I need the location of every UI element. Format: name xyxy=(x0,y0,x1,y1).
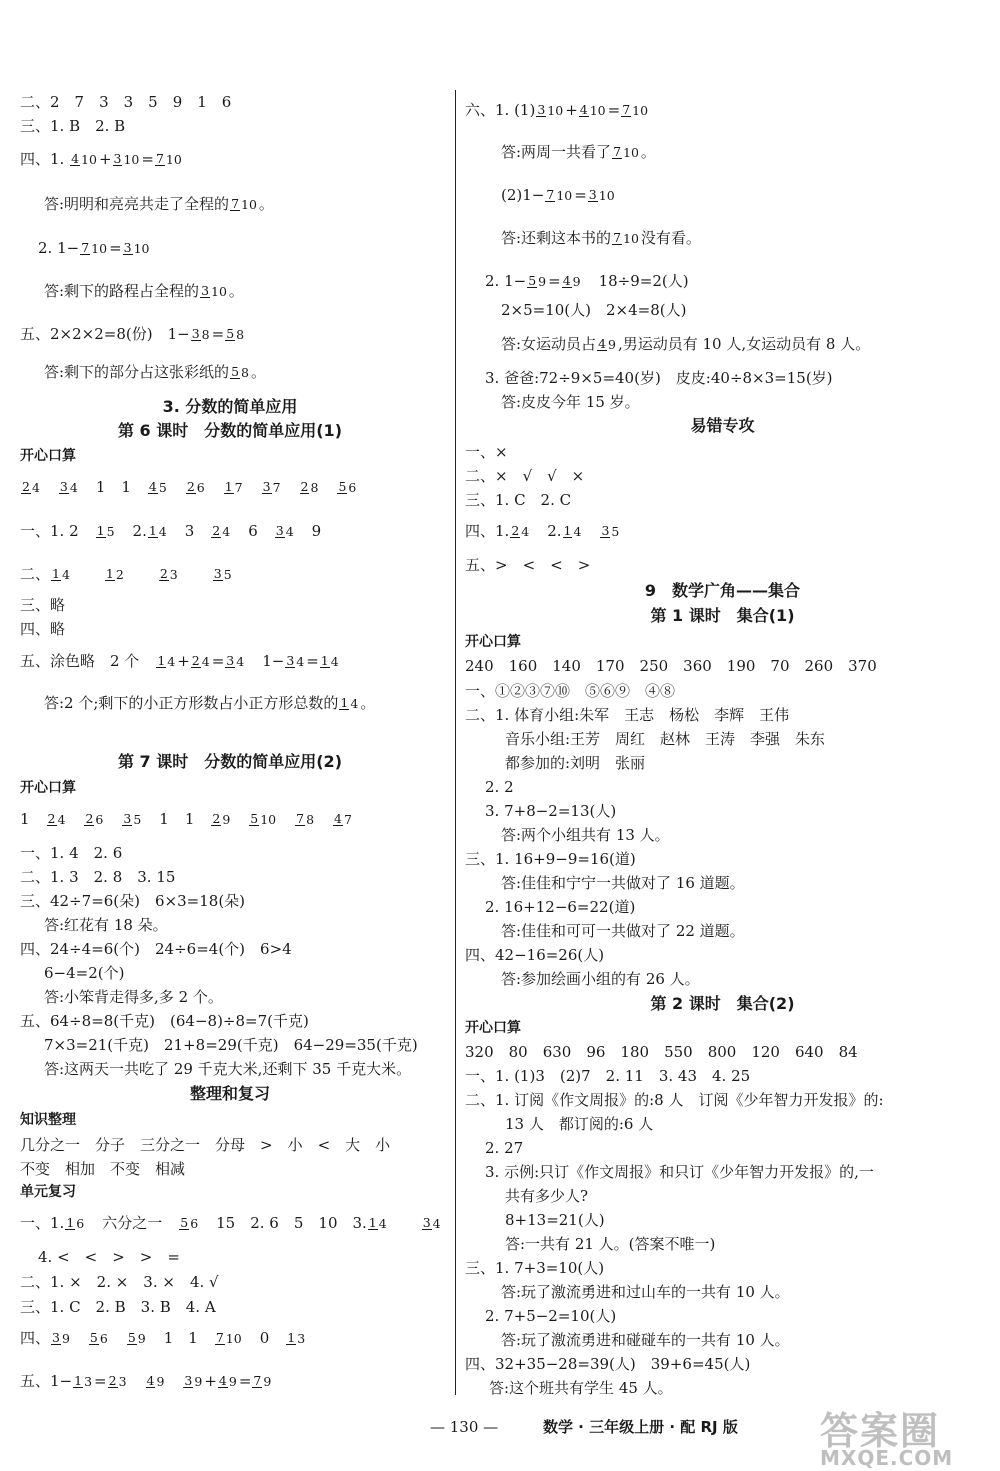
fraction: 1 3 xyxy=(287,1330,306,1346)
fraction: 1 4 xyxy=(52,566,70,582)
fraction: 3 10 xyxy=(588,187,615,203)
answer-line: 一、1. 1 6 六分之一 5 6 15 2. 6 5 10 3. 1 4 3 4 xyxy=(20,1214,441,1232)
answer-line: 答:这个班共有学生 45 人。 xyxy=(489,1379,673,1397)
fraction: 1 4 xyxy=(563,523,582,539)
answer-line: 答:参加绘画小组的有 26 人。 xyxy=(501,970,700,988)
fraction: 1 4 xyxy=(368,1215,387,1231)
fraction: 3 5 xyxy=(213,566,232,582)
subsection-label: 开心口算 xyxy=(465,1020,521,1036)
fraction: 4 10 xyxy=(71,151,97,167)
fraction: 4 9 xyxy=(146,1373,165,1389)
answer-line: 三、1. 7+3=10(人) xyxy=(465,1259,605,1277)
answer-line: 3. 示例:只订《作文周报》和只订《少年智力开发报》的,一 xyxy=(485,1163,874,1181)
fraction: 2 3 xyxy=(108,1373,127,1389)
book-title: 数学 · 三年级上册 · 配 RJ 版 xyxy=(542,1418,738,1436)
fraction: 3 10 xyxy=(123,240,150,256)
fraction: 5 6 xyxy=(180,1215,199,1231)
fraction: 4 10 xyxy=(579,102,606,118)
answer-line: 答:小笨背走得多,多 2 个。 xyxy=(44,988,223,1006)
answer-line: 二、× √ √ × xyxy=(465,467,585,485)
answer-line: 二、 1 4 1 2 2 3 3 5 xyxy=(20,565,232,583)
fraction: 3 8 xyxy=(191,326,210,342)
answer-line: 六、1. (1) 3 10 + 4 10 = 7 10 xyxy=(465,101,649,119)
answer-line: 五、涂色略 2 个 1 4 + 2 4 = 3 4 1− 3 4 = 1 4 xyxy=(20,652,339,670)
fraction: 7 10 xyxy=(215,1330,242,1346)
answer-line: 答:女运动员占 4 9 ,男运动员有 10 人,女运动员有 8 人。 xyxy=(501,335,871,353)
fraction: 4 9 xyxy=(598,336,616,352)
answer-line: 几分之一 分子 三分之一 分母 > 小 < 大 小 xyxy=(20,1136,391,1154)
fraction: 3 9 xyxy=(184,1373,203,1389)
fraction: 7 9 xyxy=(253,1373,272,1389)
answer-line: 四、24÷4=6(个) 24÷6=4(个) 6>4 xyxy=(20,940,292,958)
section-heading: 易错专攻 xyxy=(690,416,755,435)
answer-line: 三、略 xyxy=(20,596,66,614)
answer-line: 2. 1− 5 9 = 4 9 18÷9=2(人) xyxy=(485,272,689,290)
fraction: 1 6 xyxy=(66,1215,85,1231)
fraction: 2 8 xyxy=(300,479,319,495)
answer-line: 7×3=21(千克) 21+8=29(千克) 64−29=35(千克) xyxy=(44,1036,418,1054)
fraction: 3 4 xyxy=(275,523,294,539)
number: 1 xyxy=(20,810,30,828)
answer-line: 三、1. 16+9−9=16(道) xyxy=(465,850,636,868)
page-footer xyxy=(430,1416,738,1437)
fraction: 5 10 xyxy=(250,811,277,827)
fraction: 3 4 xyxy=(59,479,78,495)
fraction: 1 2 xyxy=(105,566,124,582)
fraction: 2 4 xyxy=(47,811,66,827)
fraction: 3 10 xyxy=(201,283,227,299)
fraction: 5 9 xyxy=(528,273,547,289)
fraction: 4 9 xyxy=(218,1373,237,1389)
fraction: 3 4 xyxy=(286,653,305,669)
answer-line: 答:红花有 18 朵。 xyxy=(44,916,168,934)
watermark-url: MXQE.COM xyxy=(820,1446,954,1470)
answer-line: 不变 相加 不变 相减 xyxy=(20,1160,186,1178)
fraction: 7 10 xyxy=(622,102,649,118)
answer-line: 答:玩了激流勇进和过山车的一共有 10 人。 xyxy=(501,1283,790,1301)
section-heading: 3. 分数的简单应用 xyxy=(162,397,298,416)
fraction: 4 5 xyxy=(148,479,167,495)
answer-line: 答:玩了激流勇进和碰碰车的一共有 10 人。 xyxy=(501,1331,790,1349)
answer-line: 共有多少人? xyxy=(505,1187,589,1205)
answer-line: 三、1. C 2. C xyxy=(465,491,572,509)
answer-line: 2. 27 xyxy=(485,1139,524,1157)
answer-line: 2. 1− 7 10 = 3 10 xyxy=(38,239,150,257)
answer-line: 答:明明和亮亮共走了全程的 7 10 。 xyxy=(44,195,274,213)
answer-line: 答:剩下的部分占这张彩纸的 5 8 。 xyxy=(44,363,266,381)
fraction: 2 9 xyxy=(212,811,231,827)
answer-line: 四、1. 2 4 2. 1 4 3 5 xyxy=(465,522,620,540)
fraction: 7 10 xyxy=(546,187,573,203)
answer-line: 五、64÷8=8(千克) (64−8)÷8=7(千克) xyxy=(20,1012,309,1030)
fraction: 1 5 xyxy=(96,523,115,539)
fraction: 1 4 xyxy=(157,653,176,669)
answer-line: 二、1. 3 2. 8 3. 15 xyxy=(20,868,176,886)
subsection-label: 开心口算 xyxy=(20,780,76,796)
answer-line: 三、1. B 2. B xyxy=(20,117,126,135)
answer-line: 四、1. 4 10 + 3 10 = 7 10 xyxy=(20,150,182,168)
answer-line: 答:佳佳和可可一共做对了 22 道题。 xyxy=(501,922,745,940)
number: 1 xyxy=(184,810,195,828)
answer-line: 答:皮皮今年 15 岁。 xyxy=(501,393,640,411)
fraction: 4 9 xyxy=(562,273,581,289)
fraction: 1 3 xyxy=(74,1373,93,1389)
fraction: 1 4 xyxy=(320,653,339,669)
watermark-text: 答案圈 xyxy=(820,1409,941,1453)
fraction: 5 8 xyxy=(231,364,249,380)
fraction: 7 10 xyxy=(155,151,182,167)
column-divider xyxy=(455,90,456,1395)
fraction: 3 5 xyxy=(601,523,620,539)
section-heading: 整理和复习 xyxy=(189,1084,270,1103)
fraction: 3 9 xyxy=(52,1330,70,1346)
answer-line: (2)1− 7 10 = 3 10 xyxy=(501,186,615,204)
fraction: 3 10 xyxy=(113,151,140,167)
subsection-label: 知识整理 xyxy=(20,1112,76,1128)
mental-math-row xyxy=(20,476,358,496)
answer-line: 四、略 xyxy=(20,620,66,638)
answer-line: 四、42−16=26(人) xyxy=(465,946,605,964)
answer-line: 五、1− 1 3 = 2 3 4 9 3 9 + 4 9 = 7 9 xyxy=(20,1372,272,1390)
answer-line: 音乐小组:王芳 周红 赵林 王涛 李强 朱东 xyxy=(505,730,826,748)
answer-line: 一、1. (1)3 (2)7 2. 11 3. 43 4. 25 xyxy=(465,1067,751,1085)
fraction: 1 4 xyxy=(340,695,359,711)
answer-line: 二、1. × 2. × 3. × 4. √ xyxy=(20,1273,219,1291)
answer-line: 都参加的:刘明 张丽 xyxy=(505,754,646,772)
subsection-label: 单元复习 xyxy=(20,1184,76,1200)
answer-line: 五、> < < > xyxy=(465,556,591,574)
lesson-heading: 第 6 课时 分数的简单应用(1) xyxy=(117,421,343,440)
answer-line: 答:剩下的路程占全程的 3 10 。 xyxy=(44,282,244,300)
answer-line: 答:佳佳和宁宁一共做对了 16 道题。 xyxy=(501,874,745,892)
fraction: 2 4 xyxy=(212,523,231,539)
answer-line: 2×5=10(人) 2×4=8(人) xyxy=(501,301,687,319)
answer-line: 320 80 630 96 180 550 800 120 640 84 xyxy=(465,1043,858,1061)
answer-line: 3. 7+8−2=13(人) xyxy=(485,802,617,820)
fraction: 3 10 xyxy=(537,102,564,118)
fraction: 1 7 xyxy=(224,479,243,495)
answer-line: 2. 2 xyxy=(485,778,514,796)
number: 1 xyxy=(159,810,169,828)
number: 1 xyxy=(121,478,131,496)
fraction: 7 10 xyxy=(613,144,639,160)
fraction: 7 8 xyxy=(296,811,315,827)
answer-line: 二、1. 订阅《作文周报》的:8 人 订阅《少年智力开发报》的: xyxy=(465,1091,884,1109)
answer-line: 一、1. 4 2. 6 xyxy=(20,844,123,862)
fraction: 2 6 xyxy=(186,479,205,495)
answer-line: 二、1. 体育小组:朱军 王志 杨松 李辉 王伟 xyxy=(465,706,790,724)
answer-line: 五、2×2×2=8(份) 1− 3 8 = 5 8 xyxy=(20,325,245,343)
answer-line: 8+13=21(人) xyxy=(505,1211,605,1229)
fraction: 1 4 xyxy=(148,523,167,539)
answer-line: 三、1. C 2. B 3. B 4. A xyxy=(20,1298,216,1316)
answer-line: 答:一共有 21 人。(答案不唯一) xyxy=(505,1235,716,1253)
fraction: 5 8 xyxy=(226,326,245,342)
fraction: 3 7 xyxy=(262,479,281,495)
watermark-logo xyxy=(820,1400,990,1468)
answer-line: 四、32+35−28=39(人) 39+6=45(人) xyxy=(465,1355,751,1373)
answer-line: 答:还剩这本书的 7 10 没有看。 xyxy=(501,229,701,247)
fraction: 2 6 xyxy=(85,811,104,827)
number: 1 xyxy=(95,478,106,496)
lesson-heading: 第 1 课时 集合(1) xyxy=(650,606,795,625)
mental-math-row xyxy=(20,808,354,828)
subsection-label: 开心口算 xyxy=(20,448,76,464)
fraction: 7 10 xyxy=(81,240,108,256)
answer-line: 240 160 140 170 250 360 190 70 260 370 xyxy=(465,657,877,675)
fraction: 2 3 xyxy=(159,566,178,582)
fraction: 5 6 xyxy=(89,1330,108,1346)
answer-line: 二、2 7 3 3 5 9 1 6 xyxy=(20,93,232,111)
answer-line: 一、①②③⑦⑩ ⑤⑥⑨ ④⑧ xyxy=(465,682,676,700)
answer-line: 答:两个小组共有 13 人。 xyxy=(501,826,670,844)
answer-line: 3. 爸爸:72÷9×5=40(岁) 皮皮:40÷8×3=15(岁) xyxy=(485,369,833,387)
fraction: 4 7 xyxy=(334,811,352,827)
answer-line: 2. 16+12−6=22(道) xyxy=(485,898,636,916)
answer-line: 一、× xyxy=(465,443,508,461)
subsection-label: 开心口算 xyxy=(465,634,521,650)
section-heading: 9 数学广角——集合 xyxy=(644,581,801,600)
fraction: 2 4 xyxy=(511,523,530,539)
answer-line: 四、 3 9 5 6 5 9 1 1 7 10 0 1 3 xyxy=(20,1329,306,1347)
answer-line: 4. < < > > = xyxy=(38,1248,180,1266)
answer-line: 答:这两天一共吃了 29 千克大米,还剩下 35 千克大米。 xyxy=(44,1060,412,1078)
answer-line: 6−4=2(个) xyxy=(44,964,125,982)
lesson-heading: 第 2 课时 集合(2) xyxy=(650,994,795,1013)
answer-line: 2. 7+5−2=10(人) xyxy=(485,1307,617,1325)
lesson-heading: 第 7 课时 分数的简单应用(2) xyxy=(117,752,343,771)
answer-line: 三、42÷7=6(朵) 6×3=18(朵) xyxy=(20,892,246,910)
answer-line: 一、1. 2 1 5 2. 1 4 3 2 4 6 3 4 9 xyxy=(20,522,322,540)
answer-line: 13 人 都订阅的:6 人 xyxy=(505,1115,654,1133)
fraction: 2 4 xyxy=(191,653,210,669)
fraction: 7 10 xyxy=(231,196,257,212)
answer-line: 答:2 个;剩下的小正方形数占小正方形总数的 1 4 。 xyxy=(44,694,376,712)
page-number: — 130 — xyxy=(430,1418,499,1436)
fraction: 7 10 xyxy=(613,230,639,246)
fraction: 3 4 xyxy=(226,653,245,669)
fraction: 5 6 xyxy=(338,479,357,495)
fraction: 3 4 xyxy=(422,1215,441,1231)
fraction: 2 4 xyxy=(22,479,40,495)
fraction: 5 9 xyxy=(127,1330,146,1346)
fraction: 3 5 xyxy=(123,811,142,827)
answer-line: 答:两周一共看了 7 10 。 xyxy=(501,143,656,161)
